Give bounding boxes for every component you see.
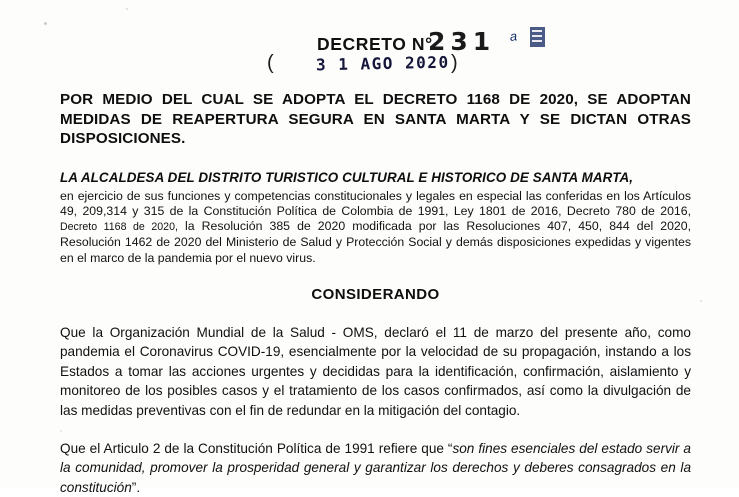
scan-speck bbox=[700, 300, 702, 302]
paragraph-2-quote: son fines esenciales del estado servir a la comunidad, promover la prosperidad general y garantizar los derechos y deberes consagrados en la constitución bbox=[60, 441, 691, 495]
body-paragraph-1: Que la Organización Mundial de la Salud - OMS, declaró el 11 de marzo del presente año, como pandemia el Coronavirus COVID-19, esencialmente por la velocidad de su propagación, instando a los Estados a tomar las acciones urgentes y decididas para la identificación, confirmación, aislamiento y monitoreo de los posibles casos y el tratamiento de los casos confirmados, así como la divulgación de las medidas preventivas con el fin de redundar en la mitigación del contagio. bbox=[60, 324, 691, 418]
preamble-rest: la Resolución 385 de 2020 modificada por las Resoluciones 407, 450, 844 del 2020, Resolución 1462 de 2020 del Ministerio de Salud y Protección Social y demás disposiciones expedidas y vigentes en el marco de la pandemia por el nuevo virus. bbox=[60, 219, 691, 265]
body-paragraph-2 bbox=[60, 439, 691, 497]
paren-open: ( bbox=[267, 52, 274, 74]
preamble-lead: en ejercicio de sus funciones y competencias constitucionales y legales en especial las conferidas en los Artículos 49, 209,314 y 315 de la Constitución Política de Colombia de 1991, Ley 1801 de 2016, Decreto 780 de 2016, bbox=[60, 188, 691, 218]
scan-speck bbox=[44, 22, 47, 25]
considerando-heading: CONSIDERANDO bbox=[311, 285, 440, 303]
date-stamp: 3 1 AGO 2020 bbox=[315, 52, 450, 75]
issuing-authority: LA ALCALDESA DEL DISTRITO TURISTICO CULTURAL E HISTORICO DE SANTA MARTA, bbox=[60, 169, 634, 185]
paragraph-2-tail: ”. bbox=[131, 479, 141, 495]
preamble-paragraph bbox=[60, 189, 691, 266]
decree-label: DECRETO N° bbox=[317, 34, 433, 54]
preamble-small: Decreto 1168 de 2020, bbox=[60, 221, 178, 234]
seal-icon bbox=[530, 27, 545, 47]
paren-close: ) bbox=[451, 52, 458, 74]
initials-mark: a bbox=[509, 28, 518, 45]
document-content bbox=[60, 0, 691, 495]
decree-header bbox=[60, 0, 691, 86]
decree-number: 231 bbox=[428, 27, 496, 56]
document-title: POR MEDIO DEL CUAL SE ADOPTA EL DECRETO 1168 DE 2020, SE ADOPTAN MEDIDAS DE REAPERTURA SEGURA EN SANTA MARTA Y SE DICTAN OTRAS DISPOSICIONES. bbox=[60, 91, 691, 147]
paragraph-2-lead: Que el Articulo 2 de la Constitución Política de 1991 refiere que “ bbox=[60, 441, 453, 457]
